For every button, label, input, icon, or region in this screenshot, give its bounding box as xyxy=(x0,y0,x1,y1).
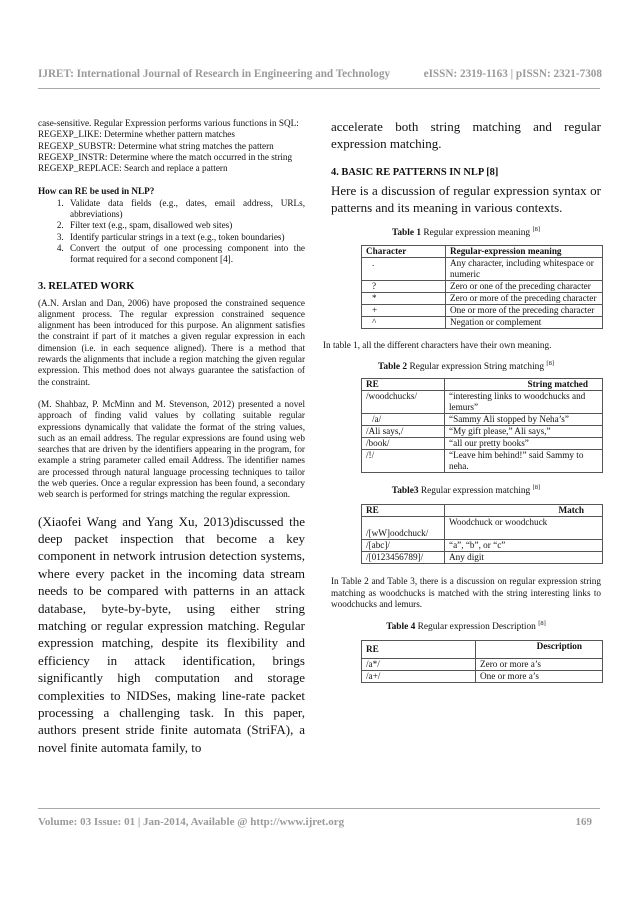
table-2-cell: “Leave him behind!” said Sammy to neha. xyxy=(445,450,603,473)
table-3-cell: “a”, “b”, or “c” xyxy=(445,540,603,552)
right-column xyxy=(323,118,601,683)
table-4-caption: Table 4 Regular expression Description [8] xyxy=(386,620,546,633)
table-2-cell: “interesting links to woodchucks and lemurs” xyxy=(445,391,603,414)
volume-info: Volume: 03 Issue: 01 | Jan-2014, Available @ http://www.ijret.org xyxy=(38,816,345,828)
table-1-header: Character xyxy=(362,245,446,257)
footer-rule xyxy=(38,808,600,809)
table-2-cell: /!/ xyxy=(362,450,445,473)
related-para-3: (Xiaofei Wang and Yang Xu, 2013)discussed the deep packet inspection that become a key component in network intrusion detection systems, where every packet in the incoming data stream needs to be compared with patterns in an attack database, byte-by-byte, using either string matching or regular expression matching. Regular expression matching, despite its flexibility and efficiency in attack identification, brings significantly high computation and storage complexities to NIDSes, making line-rate packet processing a challenging task. In this paper, authors present stride finite automata (StriFA), a novel finite automata family, to xyxy=(38,513,305,755)
table-2-caption: Table 2 Regular expression String matching [8] xyxy=(378,360,554,373)
use-item: 4. Convert the output of one processing component into the format required for a second component [4]. xyxy=(66,243,305,266)
table-1-cell: ? xyxy=(362,280,446,292)
table-1-cell: * xyxy=(362,292,446,304)
func-3: REGEXP_INSTR: Determine where the match occurred in the string xyxy=(38,151,293,162)
table-2-cell: “My gift please,” Ali says,” xyxy=(445,426,603,438)
running-header xyxy=(38,68,602,80)
table-3-cell: /[abc]/ xyxy=(362,540,445,552)
table-1-cell: One or more of the preceding character xyxy=(446,304,603,316)
table-3 xyxy=(361,504,603,564)
table-1-cell: Any character, including whitespace or numeric xyxy=(446,257,603,280)
func-1: REGEXP_LIKE: Determine whether pattern matches xyxy=(38,129,235,140)
table-4-cell: Zero or more a’s xyxy=(476,659,603,671)
running-footer xyxy=(38,816,602,828)
table-1-cell: Zero or more of the preceding character xyxy=(446,292,603,304)
table-1-caption: Table 1 Regular expression meaning [8] xyxy=(391,225,541,238)
section-4-intro: Here is a discussion of regular expression syntax or patterns and its meaning in various contexts. xyxy=(331,182,601,216)
table-2-cell: /Ali says,/ xyxy=(362,426,445,438)
table-2 xyxy=(361,378,603,473)
uses-list xyxy=(38,198,305,266)
table-4-cell: One or more a’s xyxy=(476,671,603,683)
table-2-cell: /a/ xyxy=(362,414,445,426)
section-4-heading: 4. BASIC RE PATTERNS IN NLP [8] xyxy=(331,166,499,178)
table-1-header: Regular-expression meaning xyxy=(446,245,603,257)
table-4-header: Description xyxy=(476,641,603,659)
table-1-cell: . xyxy=(362,257,446,280)
table-2-cell: /book/ xyxy=(362,438,445,450)
table-3-cell: Woodchuck or woodchuck xyxy=(445,517,603,540)
use-item: 3. Identify particular strings in a text (e.g., token boundaries) xyxy=(66,232,305,243)
table-3-header: Match xyxy=(445,505,603,517)
table-1-note: In table 1, all the different characters have their own meaning. xyxy=(323,339,552,350)
table-2-3-note: In Table 2 and Table 3, there is a discussion on regular expression string matching as woodchucks is matched with the string interesting links to woodchucks and lemurs. xyxy=(331,576,601,609)
header-rule xyxy=(38,88,600,89)
how-heading: How can RE be used in NLP? xyxy=(38,186,155,197)
table-1-cell: + xyxy=(362,304,446,316)
table-2-header: String matched xyxy=(445,379,603,391)
journal-name: IJRET: International Journal of Research in Engineering and Technology xyxy=(38,68,391,80)
table-1-cell: Negation or complement xyxy=(446,316,603,328)
table-2-cell: “Sammy Ali stopped by Neha’s” xyxy=(445,414,603,426)
page-number: 169 xyxy=(575,816,592,828)
left-column xyxy=(38,118,305,756)
table-2-cell: /woodchucks/ xyxy=(362,391,445,414)
table-3-caption: Table3 Regular expression matching [8] xyxy=(391,484,541,497)
continued-text: accelerate both string matching and regular expression matching. xyxy=(331,119,601,152)
table-3-cell: Any digit xyxy=(445,552,603,564)
related-para-1: (A.N. Arslan and Dan, 2006) have proposed the constrained sequence alignment process. The regular expression constrained sequence alignment has been introduced for this purpose. An alignment satisfies the constraint if part of it matches a given regular expression in each dimension (i.e. in each sequence aligned). There is a method that rewards the alignments that include a region matching the given regular expression. This method does not always guarantee the satisfaction of the constraint. xyxy=(38,297,305,387)
func-2: REGEXP_SUBSTR: Determine what string matches the pattern xyxy=(38,140,274,151)
issn: eISSN: 2319-1163 | pISSN: 2321-7308 xyxy=(423,68,602,80)
sql-intro: case-sensitive. Regular Expression performs various functions in SQL: xyxy=(38,118,299,128)
table-4-cell: /a*/ xyxy=(362,659,476,671)
table-4-cell: /a+/ xyxy=(362,671,476,683)
table-2-header: RE xyxy=(362,379,445,391)
related-para-2: (M. Shahbaz, P. McMinn and M. Stevenson, 2012) presented a novel approach of finding valid values by collating suitable regular expressions dynamically that validate the format of the string values, such as an email address. The regular expressions are found using web searches that are driven by the identifiers appearing in the program, for example a string parameter called email Address. The identifier names are processed through natural language processing techniques to tailor the web queries. Once a regular expression has been found, a secondary web search is performed for strings matching the regular expression. xyxy=(38,398,305,500)
table-3-header: RE xyxy=(362,505,445,517)
table-4-header: RE xyxy=(362,641,476,659)
table-2-cell: “all our pretty books” xyxy=(445,438,603,450)
table-4 xyxy=(361,640,603,683)
func-4: REGEXP_REPLACE: Search and replace a pattern xyxy=(38,163,228,174)
related-heading: 3. RELATED WORK xyxy=(38,280,135,292)
table-3-cell: /[wW]oodchuck/ xyxy=(362,517,445,540)
table-1-cell: Zero or one of the preceding character xyxy=(446,280,603,292)
use-item: 2. Filter text (e.g., spam, disallowed web sites) xyxy=(66,220,305,231)
table-3-cell: /[0123456789]/ xyxy=(362,552,445,564)
use-item: 1. Validate data fields (e.g., dates, email address, URLs, abbreviations) xyxy=(66,198,305,221)
table-1 xyxy=(361,245,603,329)
table-1-cell: ^ xyxy=(362,316,446,328)
